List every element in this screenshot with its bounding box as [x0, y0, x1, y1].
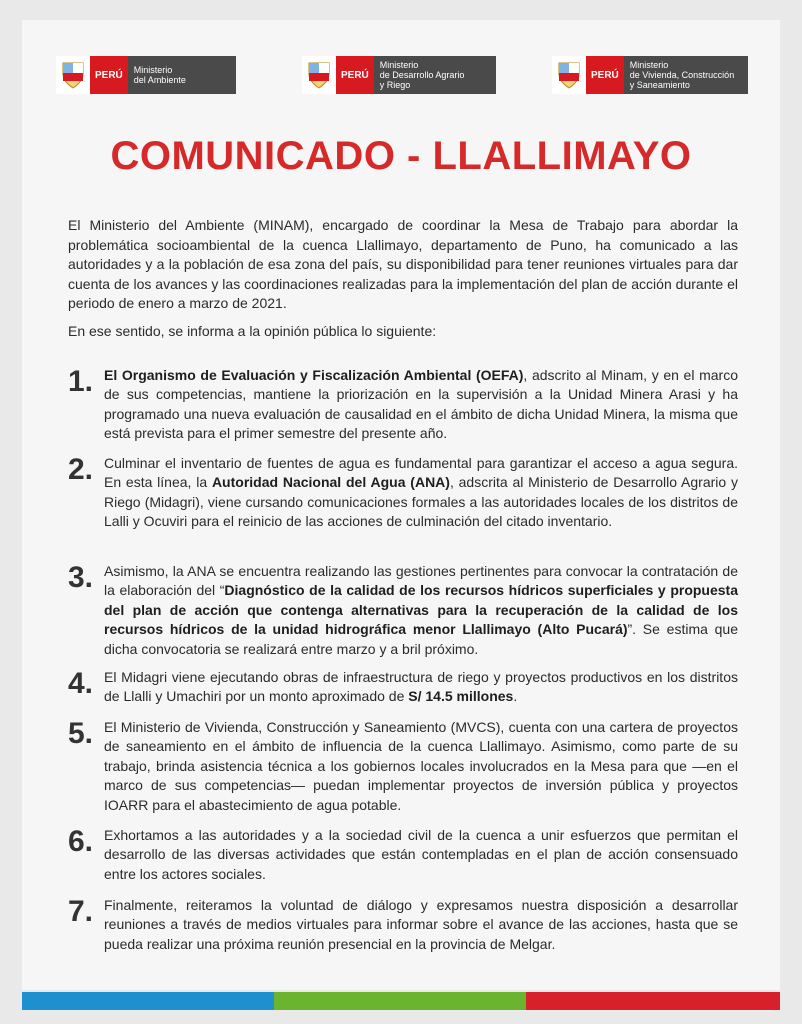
ministry-line: Ministerio — [629, 60, 669, 70]
peru-label: PERÚ — [336, 56, 374, 94]
ministry-line: Ministerio — [133, 65, 173, 75]
list-item — [68, 668, 738, 707]
item-rest: , adscrita al Ministerio de Desarrollo Agrario y Riego (Midagri), viene cursando comunicaciones formales a las autoridades locales de los distritos de Lalli y Ocuviri para el reinicio de las acciones de culminación del citado inventario. — [104, 474, 738, 530]
item-text — [104, 562, 738, 659]
item-text — [104, 366, 738, 444]
ministry-line: del Ambiente — [133, 75, 186, 85]
item-pre: El Ministerio de Vivienda, Construcción y Saneamiento (MVCS), cuenta con una cartera de proyectos de saneamiento en el ámbito de influencia de la cuenca Llallimayo. Asimismo, como parte de su trabajo, brinda asistencia técnica a los gobiernos locales involucrados en la Mesa para que —en el marco de sus competencias— puedan implementar proyectos de inversión pública y proyectos IOARR para el abastecimiento de agua potable. — [104, 719, 738, 813]
stripe-green — [274, 992, 526, 1010]
color-stripe — [22, 992, 780, 1010]
item-bold: Autoridad Nacional del Agua (ANA) — [211, 474, 450, 491]
item-number: 7. — [68, 895, 94, 928]
item-bold: El Organismo de Evaluación y Fiscalización Ambiental (OEFA) — [104, 367, 524, 383]
item-rest: . — [513, 688, 518, 705]
list-item — [68, 896, 738, 954]
ministry-line: de Vivienda, Construcción — [629, 70, 735, 80]
item-rest: , adscrito al Minam, y en el marco de sus competencias, mantiene la priorización en la supervisión a la Unidad Minera Arasi y ha programado una nueva evaluación de causalidad en el ámbito de dicha Unidad Minera, la misma que está prevista para el primer semestre del presente año. — [104, 367, 738, 442]
peru-label: PERÚ — [586, 56, 624, 94]
item-pre: El Midagri viene ejecutando obras de infraestructura de riego y proyectos productivos en los distritos de Llalli y Umachiri por un monto aproximado de — [104, 669, 738, 705]
list-item — [68, 718, 738, 815]
item-text — [104, 668, 738, 707]
item-text — [104, 718, 738, 815]
item-pre: Finalmente, reiteramos la voluntad de diálogo y expresamos nuestra disposición a desarrollar reuniones a través de medios virtuales para informar sobre el avance de las acciones, hasta que se pueda realizar una próxima reunión presencial en la provincia de Melgar. — [104, 897, 738, 952]
item-number: 1. — [68, 365, 94, 398]
item-number: 6. — [68, 825, 94, 858]
list-item — [68, 562, 738, 659]
ministry-line: y Saneamiento — [629, 80, 690, 90]
ministry-name — [374, 56, 496, 94]
item-number: 5. — [68, 717, 94, 750]
item-number: 3. — [68, 561, 94, 594]
ministry-line: de Desarrollo Agrario — [379, 70, 465, 80]
ministry-name — [624, 56, 748, 94]
item-bold: Diagnóstico de la calidad de los recursos hídricos superficiales y propuesta del plan de acción que contenga alternativas para la recuperación de la calidad de los recursos hídricos de la unidad hidrográfica menor Llallimayo (Alto Pucará) — [104, 582, 738, 638]
item-text — [104, 896, 738, 954]
stripe-blue — [22, 992, 274, 1010]
minam-logo — [56, 56, 236, 94]
communique-page — [22, 20, 780, 990]
page-title: COMUNICADO - LLALLIMAYO — [110, 134, 692, 178]
item-text — [104, 454, 738, 532]
list-item — [68, 366, 738, 444]
item-number: 4. — [68, 667, 94, 700]
intro-paragraph: El Ministerio del Ambiente (MINAM), encargado de coordinar la Mesa de Trabajo para abordar la problemática socioambiental de la cuenca Llallimayo, departamento de Puno, ha comunicado a las autoridades y a la población de esa zona del país, su disponibilidad para tener reuniones virtuales para dar cuenta de los avances y las coordinaciones realizadas para la implementación del plan de acción durante el periodo de enero a marzo de 2021. — [68, 217, 738, 312]
item-pre: Culminar el inventario de fuentes de agua es fundamental para garantizar el acceso a agua segura. En esta línea, la — [104, 455, 738, 491]
ministry-name — [128, 56, 236, 94]
item-pre: Exhortamos a las autoridades y a la sociedad civil de la cuenca a unir esfuerzos que permitan el desarrollo de las diversas actividades que están contempladas en el plan de acción consensuado entre los actores sociales. — [104, 827, 738, 882]
peru-crest-icon — [56, 56, 90, 94]
item-text — [104, 826, 738, 884]
peru-label: PERÚ — [90, 56, 128, 94]
lead-sentence: En ese sentido, se informa a la opinión pública lo siguiente: — [68, 323, 437, 339]
ministry-line: Ministerio — [379, 60, 419, 70]
item-pre: Asimismo, la ANA se encuentra realizando las gestiones pertinentes para convocar la contratación de la elaboración del “ — [104, 563, 738, 599]
list-item — [68, 826, 738, 884]
ministry-line: y Riego — [379, 80, 411, 90]
item-number: 2. — [68, 453, 94, 486]
stripe-red — [526, 992, 780, 1010]
list-item — [68, 454, 738, 532]
peru-crest-icon — [552, 56, 586, 94]
peru-crest-icon — [302, 56, 336, 94]
item-bold: S/ 14.5 millones — [408, 688, 514, 705]
item-rest: ”. Se estima que dicha convocatoria se realizará entre marzo y a bril próximo. — [104, 621, 738, 657]
midagri-logo — [302, 56, 496, 94]
mvcs-logo — [552, 56, 748, 94]
